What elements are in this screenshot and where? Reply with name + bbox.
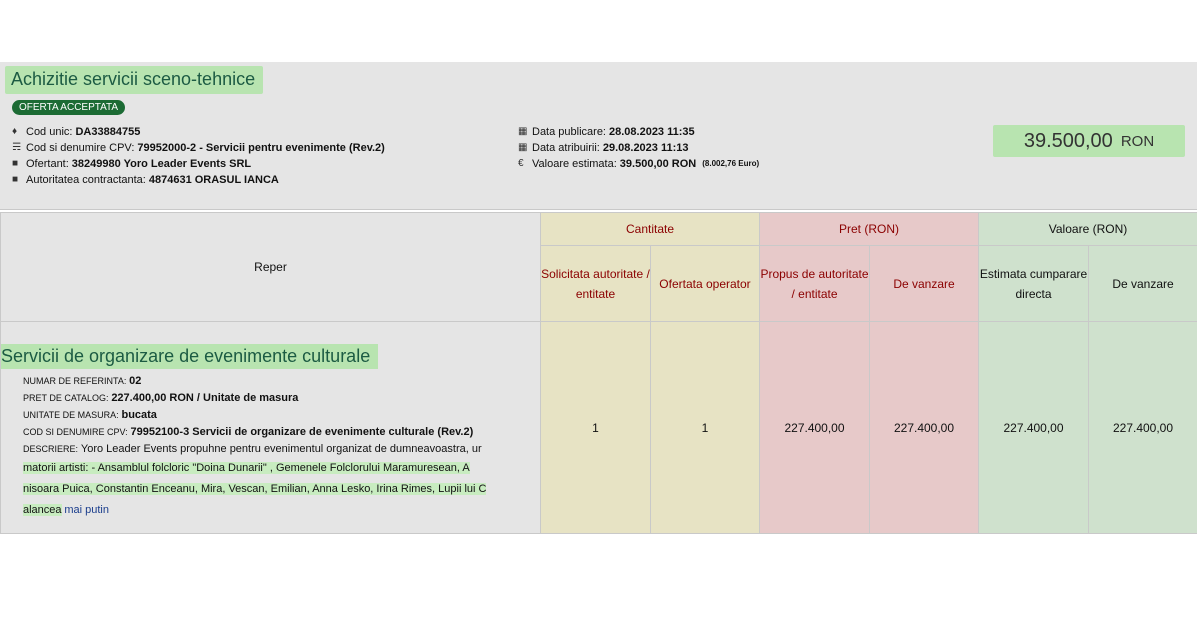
pret-vanzare-header: De vanzare xyxy=(870,246,979,322)
reper-header: Reper xyxy=(1,213,541,322)
cantitate-header: Cantitate xyxy=(541,213,760,246)
propus-header: Propus de autoritate / entitate xyxy=(760,246,870,322)
total-price-currency: RON xyxy=(1120,132,1155,150)
briefcase-icon: ■ xyxy=(12,174,19,185)
estimata-value: 227.400,00 xyxy=(979,322,1089,534)
autoritate-value: 4874631 ORASUL IANCA xyxy=(148,174,279,186)
valoare-header: Valoare (RON) xyxy=(979,213,1197,246)
item-description-cell xyxy=(1,322,541,534)
calendar-icon: ▦ xyxy=(518,142,528,153)
autoritate-row: ■ Autoritatea contractanta: 4874631 ORASUL IANCA xyxy=(12,174,279,186)
data-publicare-value: 28.08.2023 11:35 xyxy=(609,126,695,138)
valoare-vanzare-value: 227.400,00 xyxy=(1089,322,1197,534)
page-title: Achizitie servicii sceno-tehnice xyxy=(5,66,263,94)
data-atribuirii-value: 29.08.2023 11:13 xyxy=(602,142,689,154)
ofertant-value: 38249980 Yoro Leader Events SRL xyxy=(71,158,252,170)
item-cpv-row: COD SI DENUMIRE CPV: 79952100-3 Servicii de organizare de evenimente culturale (Rev.2) xyxy=(23,426,474,438)
cod-unic-row: ♦ Cod unic: DA33884755 xyxy=(12,126,141,138)
ofertata-value: 1 xyxy=(651,322,760,534)
catalog-row: PRET DE CATALOG: 227.400,00 RON / Unitate de masura xyxy=(23,392,299,404)
items-table xyxy=(0,212,1197,534)
solicitata-header: Solicitata autoritate / entitate xyxy=(541,246,651,322)
sitemap-icon: ☴ xyxy=(12,142,21,153)
table-header-groups xyxy=(1,213,1197,246)
euro-icon: € xyxy=(518,158,524,169)
ofertant-row: ■ Ofertant: 38249980 Yoro Leader Events SRL xyxy=(12,158,252,170)
briefcase-icon: ■ xyxy=(12,158,19,169)
info-column-middle xyxy=(518,124,759,172)
info-column-left xyxy=(12,124,385,188)
acquisition-header-panel xyxy=(0,62,1197,210)
total-price-box xyxy=(993,125,1185,157)
ref-row: NUMAR DE REFERINTA: 02 xyxy=(23,375,142,387)
pret-vanzare-value: 227.400,00 xyxy=(870,322,979,534)
solicitata-value: 1 xyxy=(541,322,651,534)
status-badge: OFERTA ACCEPTATA xyxy=(12,100,125,115)
calendar-icon: ▦ xyxy=(518,126,528,137)
total-price-value: 39.500,00 xyxy=(1023,129,1113,152)
item-title: Servicii de organizare de evenimente culturale xyxy=(1,344,378,369)
valoare-estimata-value: 39.500,00 RON xyxy=(619,158,697,170)
estimata-header: Estimata cumparare directa xyxy=(979,246,1089,322)
cod-unic-value: DA33884755 xyxy=(75,126,141,138)
data-publicare-row: ▦ Data publicare: 28.08.2023 11:35 xyxy=(518,126,695,138)
cpv-value: 79952000-2 - Servicii pentru evenimente (Rev.2) xyxy=(137,142,385,154)
valoare-estimata-row: € Valoare estimata: 39.500,00 RON (8.002,76 Euro) xyxy=(518,158,760,170)
pret-header: Pret (RON) xyxy=(760,213,979,246)
item-description: DESCRIERE: Yoro Leader Events propuhne pentru evenimentul organizat de dumneavoastra, ur matorii artisti: - Ansamblul folcloric "Doina Dunarii" , Gemenele Folclorului Maramuresean, A nisoara Puica, Constantin Enceanu, Mira, Vescan, Emilian, Anna Lesko, Irina Rimes, Lupii lui C alancea mai putin xyxy=(23,443,487,516)
show-less-link[interactable]: mai putin xyxy=(64,504,109,516)
table-row xyxy=(1,322,1197,534)
ofertata-header: Ofertata operator xyxy=(651,246,760,322)
unit-row: UNITATE DE MASURA: bucata xyxy=(23,409,157,421)
item-meta xyxy=(1,373,540,521)
data-atribuirii-row: ▦ Data atribuirii: 29.08.2023 11:13 xyxy=(518,142,689,154)
propus-value: 227.400,00 xyxy=(760,322,870,534)
valoare-vanzare-header: De vanzare xyxy=(1089,246,1197,322)
tag-icon: ♦ xyxy=(12,126,18,137)
cpv-row: ☴ Cod si denumire CPV: 79952000-2 - Servicii pentru evenimente (Rev.2) xyxy=(12,142,385,154)
valoare-estimata-euro: (8.002,76 Euro) xyxy=(702,159,760,168)
